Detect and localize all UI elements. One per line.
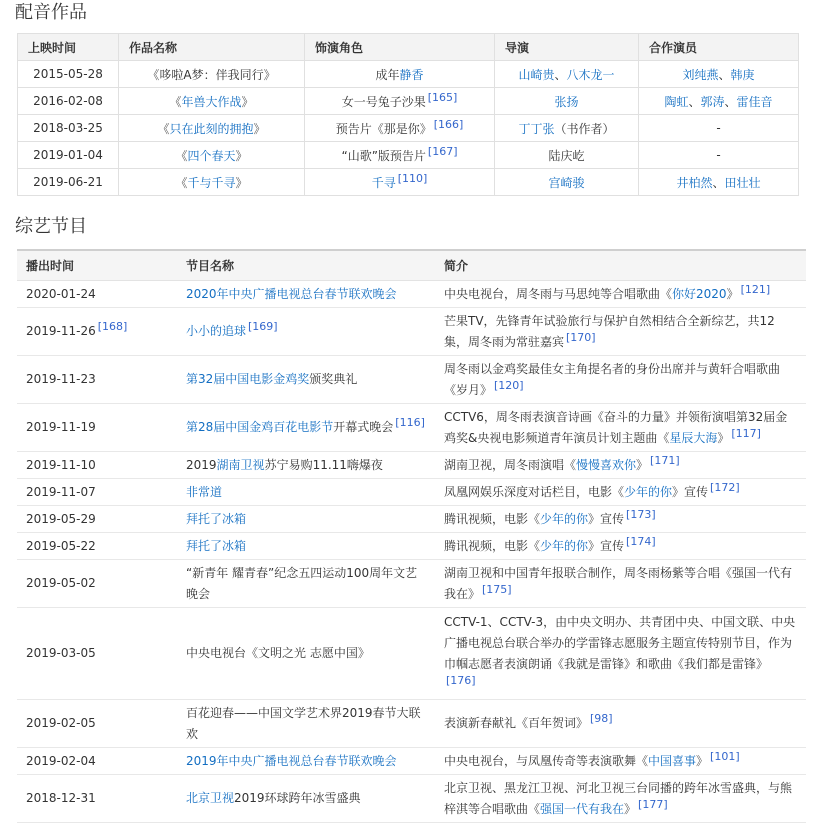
text: 》 bbox=[717, 430, 730, 445]
citation-link[interactable]: [172] bbox=[710, 480, 740, 494]
text: 》宣传 bbox=[588, 538, 625, 553]
text: 2019-02-04 bbox=[26, 753, 96, 768]
air-date-cell bbox=[17, 506, 177, 533]
citation-link[interactable]: [120] bbox=[494, 378, 524, 392]
text: 湖南卫视，周冬雨演唱《 bbox=[444, 457, 577, 472]
release-date-cell: 2016-02-08 bbox=[18, 88, 119, 115]
description-cell bbox=[435, 404, 806, 452]
release-date-cell: 2019-01-04 bbox=[18, 142, 119, 169]
text: 》 bbox=[241, 94, 254, 109]
wiki-link[interactable]: 只在此刻的拥抱 bbox=[169, 121, 254, 136]
text: 》 bbox=[235, 148, 248, 163]
table-row bbox=[17, 608, 806, 700]
costars-cell bbox=[639, 61, 799, 88]
text: 2018-12-31 bbox=[26, 791, 96, 805]
program-name-cell bbox=[177, 560, 435, 608]
text: 颁奖典礼 bbox=[309, 372, 358, 386]
section-title-dubbing: 配音作品 bbox=[15, 2, 87, 23]
text: 中央电视台，周冬雨与马思纯等合唱歌曲《 bbox=[444, 286, 673, 301]
air-date-cell bbox=[17, 560, 177, 608]
wiki-link[interactable]: 雷佳音 bbox=[736, 94, 773, 109]
citation-link[interactable]: [177] bbox=[638, 797, 668, 811]
table-row bbox=[17, 452, 806, 479]
description-cell bbox=[435, 533, 806, 560]
col-header-release-date: 上映时间 bbox=[18, 34, 119, 61]
text: 表演新春献礼《百年贺词》 bbox=[444, 716, 589, 730]
text: 成年 bbox=[375, 67, 400, 82]
director-cell bbox=[495, 169, 639, 196]
text: 女一号兔子沙果 bbox=[341, 94, 426, 109]
table-row bbox=[18, 115, 799, 142]
text: 》宣传 bbox=[588, 511, 625, 526]
air-date-cell bbox=[17, 479, 177, 506]
table-row bbox=[17, 775, 806, 823]
text: 2019-05-02 bbox=[26, 576, 96, 590]
wiki-link[interactable]: 韩庚 bbox=[730, 67, 755, 82]
air-date-cell bbox=[17, 308, 177, 356]
text: 《 bbox=[175, 175, 188, 190]
wiki-link[interactable]: 2020年中央广播电视总台春节联欢晚会 bbox=[186, 286, 397, 301]
citation-link[interactable]: [166] bbox=[433, 117, 464, 131]
air-date-cell bbox=[17, 533, 177, 560]
wiki-link[interactable]: 强国一代有我在 bbox=[540, 801, 625, 816]
citation-link[interactable]: [117] bbox=[731, 426, 761, 440]
text: 》 bbox=[624, 801, 637, 816]
program-name-cell bbox=[177, 281, 435, 308]
citation-link[interactable]: [176] bbox=[446, 673, 476, 687]
col-header-role: 饰演角色 bbox=[305, 34, 495, 61]
program-name-cell bbox=[177, 356, 435, 404]
section-title-variety: 综艺节目 bbox=[15, 216, 87, 237]
wiki-link[interactable]: 2019年中央广播电视总台春节联欢晚会 bbox=[186, 753, 397, 768]
wiki-link[interactable]: 少年的你 bbox=[540, 538, 589, 553]
citation-link[interactable]: [165] bbox=[427, 90, 458, 104]
text: - bbox=[716, 121, 721, 135]
wiki-link[interactable]: 郭涛 bbox=[700, 94, 725, 109]
text: （书作者） bbox=[554, 121, 615, 136]
text: 2019-11-07 bbox=[26, 484, 96, 499]
table-row bbox=[17, 308, 806, 356]
wiki-link[interactable]: 田壮壮 bbox=[724, 175, 761, 190]
col-header-costars: 合作演员 bbox=[639, 34, 799, 61]
text: 开幕式晚会 bbox=[333, 420, 394, 434]
description-cell bbox=[435, 608, 806, 700]
wiki-link[interactable]: 慢慢喜欢你 bbox=[576, 457, 637, 472]
wiki-link[interactable]: 小小的追球 bbox=[186, 324, 247, 338]
table-row bbox=[18, 142, 799, 169]
table-row bbox=[17, 479, 806, 506]
text: 、 bbox=[554, 67, 567, 82]
director-cell bbox=[495, 88, 639, 115]
citation-link[interactable]: [98] bbox=[590, 712, 613, 725]
text: 北京卫视、黑龙江卫视、河北卫视三台同播的跨年冰雪盛典，与熊梓淇等合唱歌曲《 bbox=[444, 780, 793, 816]
text: 中央电视台，与凤凰传奇等表演歌舞《 bbox=[444, 753, 649, 768]
description-cell bbox=[435, 452, 806, 479]
wiki-link[interactable]: 静香 bbox=[399, 67, 424, 82]
text: 腾讯视频，电影《 bbox=[444, 538, 541, 553]
wiki-link[interactable]: 张扬 bbox=[554, 94, 579, 109]
wiki-link[interactable]: 刘纯燕 bbox=[682, 67, 719, 82]
text: 《 bbox=[175, 148, 188, 163]
air-date-cell bbox=[17, 700, 177, 748]
description-cell bbox=[435, 308, 806, 356]
text: 》 bbox=[696, 753, 709, 768]
text: 、 bbox=[718, 67, 731, 82]
release-date-cell: 2019-06-21 bbox=[18, 169, 119, 196]
dubbing-table bbox=[17, 33, 799, 196]
text: 2019 bbox=[186, 457, 217, 472]
text: 凤凰网娱乐深度对话栏目，电影《 bbox=[444, 484, 625, 499]
wiki-link[interactable]: 拜托了冰箱 bbox=[186, 511, 247, 526]
program-name-cell bbox=[177, 748, 435, 775]
costars-cell bbox=[639, 88, 799, 115]
text: 2019-11-10 bbox=[26, 457, 96, 472]
citation-link[interactable]: [175] bbox=[482, 582, 512, 596]
air-date-cell bbox=[17, 452, 177, 479]
text: CCTV6，周冬雨表演音诗画《奋斗的力量》并领衔演唱第32届金鸡奖&央视电影频道青年演员计划主题曲《 bbox=[444, 409, 788, 445]
description-cell bbox=[435, 281, 806, 308]
text: 2019-05-29 bbox=[26, 511, 96, 526]
director-cell bbox=[495, 115, 639, 142]
costars-cell bbox=[639, 169, 799, 196]
wiki-link[interactable]: 陶虹 bbox=[664, 94, 689, 109]
text: 百花迎春——中国文学艺术界2019春节大联欢 bbox=[186, 705, 421, 741]
role-cell bbox=[305, 115, 495, 142]
col-header-air-date: 播出时间 bbox=[17, 250, 177, 281]
text: 》 bbox=[263, 67, 276, 82]
text: 》宣传 bbox=[672, 484, 709, 499]
wiki-link[interactable]: 湖南卫视 bbox=[216, 457, 265, 472]
role-cell bbox=[305, 88, 495, 115]
citation-link[interactable]: [116] bbox=[395, 416, 425, 429]
text: 2019-05-22 bbox=[26, 538, 96, 553]
citation-link[interactable]: [110] bbox=[397, 171, 428, 185]
citation-link[interactable]: [170] bbox=[566, 330, 596, 344]
table-row bbox=[17, 281, 806, 308]
role-cell bbox=[305, 142, 495, 169]
costars-cell bbox=[639, 142, 799, 169]
text: 》 bbox=[726, 286, 739, 301]
program-name-cell bbox=[177, 700, 435, 748]
work-title-cell bbox=[119, 88, 305, 115]
wiki-link[interactable]: 少年的你 bbox=[624, 484, 673, 499]
text: 预告片《那是你》 bbox=[335, 121, 432, 136]
text: 湖南卫视和中国青年报联合制作，周冬雨杨紫等合唱《强国一代有我在》 bbox=[444, 565, 793, 601]
col-header-program-name: 节目名称 bbox=[177, 250, 435, 281]
air-date-cell bbox=[17, 404, 177, 452]
wiki-link[interactable]: 丁丁张 bbox=[518, 121, 555, 136]
release-date-cell: 2015-05-28 bbox=[18, 61, 119, 88]
program-name-cell bbox=[177, 308, 435, 356]
description-cell bbox=[435, 748, 806, 775]
table-row bbox=[17, 748, 806, 775]
citation-link[interactable]: [169] bbox=[248, 320, 278, 333]
role-cell bbox=[305, 61, 495, 88]
citation-link[interactable]: [171] bbox=[650, 453, 680, 467]
text: 》 bbox=[235, 175, 248, 190]
description-cell bbox=[435, 356, 806, 404]
director-cell bbox=[495, 61, 639, 88]
wiki-link[interactable]: 四个春天 bbox=[187, 148, 236, 163]
text: 陆庆屹 bbox=[548, 148, 585, 163]
description-cell bbox=[435, 775, 806, 823]
text: 2019-11-23 bbox=[26, 372, 96, 386]
wiki-link[interactable]: 井柏然 bbox=[676, 175, 713, 190]
wiki-link[interactable]: 第28届中国金鸡百花电影节 bbox=[186, 420, 334, 434]
text: 2019环球跨年冰雪盛典 bbox=[234, 791, 361, 805]
air-date-cell bbox=[17, 748, 177, 775]
variety-table bbox=[17, 249, 806, 823]
work-title-cell bbox=[119, 169, 305, 196]
citation-link[interactable]: [101] bbox=[710, 749, 740, 763]
wiki-link[interactable]: 北京卫视 bbox=[186, 791, 235, 805]
program-name-cell bbox=[177, 452, 435, 479]
work-title-cell bbox=[119, 61, 305, 88]
program-name-cell bbox=[177, 404, 435, 452]
description-cell bbox=[435, 479, 806, 506]
text: 2019-02-05 bbox=[26, 716, 96, 730]
table-row bbox=[17, 560, 806, 608]
program-name-cell bbox=[177, 608, 435, 700]
program-name-cell bbox=[177, 479, 435, 506]
description-cell bbox=[435, 700, 806, 748]
table-row bbox=[17, 700, 806, 748]
text: 、 bbox=[688, 94, 701, 109]
dubbing-header-row bbox=[18, 34, 799, 61]
text: 2020-01-24 bbox=[26, 286, 96, 301]
text: 《 bbox=[169, 94, 182, 109]
text: 《 bbox=[157, 121, 170, 136]
air-date-cell bbox=[17, 775, 177, 823]
text: 苏宁易购11.11嗨爆夜 bbox=[264, 457, 383, 472]
wiki-link[interactable]: 星辰大海 bbox=[669, 430, 718, 445]
wiki-link[interactable]: 八木龙一 bbox=[566, 67, 615, 82]
role-cell bbox=[305, 169, 495, 196]
text: 哆啦A梦：伴我同行 bbox=[159, 67, 264, 82]
text: 芒果TV，先锋青年试验旅行与保护自然相结合全新综艺，共12集，周冬雨为常驻嘉宾 bbox=[444, 313, 775, 349]
table-row bbox=[17, 506, 806, 533]
wiki-link[interactable]: 年兽大作战 bbox=[181, 94, 242, 109]
text: 、 bbox=[724, 94, 737, 109]
text: - bbox=[716, 148, 721, 162]
description-cell bbox=[435, 506, 806, 533]
wiki-link[interactable]: 中国喜事 bbox=[648, 753, 697, 768]
wiki-link[interactable]: 第32届中国电影金鸡奖 bbox=[186, 372, 310, 386]
col-header-description: 简介 bbox=[435, 250, 806, 281]
table-row bbox=[17, 356, 806, 404]
release-date-cell: 2018-03-25 bbox=[18, 115, 119, 142]
col-header-work-title: 作品名称 bbox=[119, 34, 305, 61]
costars-cell bbox=[639, 115, 799, 142]
wiki-link[interactable]: 千与千寻 bbox=[187, 175, 236, 190]
air-date-cell bbox=[17, 281, 177, 308]
citation-link[interactable]: [167] bbox=[427, 144, 458, 158]
text: 2019-11-19 bbox=[26, 420, 96, 434]
text: 腾讯视频，电影《 bbox=[444, 511, 541, 526]
text: “新青年 耀青春”纪念五四运动100周年文艺晚会 bbox=[186, 565, 418, 601]
citation-link[interactable]: [121] bbox=[740, 282, 771, 296]
text: CCTV-1、CCTV-3，由中央文明办、共青团中央、中国文联、中央广播电视总台联合举办的学雷锋志愿服务主题宣传特别节目，作为巾帼志愿者表演朗诵《我就是雷锋》和歌曲《我们都是雷锋》 bbox=[444, 614, 796, 671]
wiki-link[interactable]: 宫崎骏 bbox=[548, 175, 585, 190]
text: 》 bbox=[636, 457, 649, 472]
text: 《 bbox=[147, 67, 160, 82]
wiki-link[interactable]: 非常道 bbox=[186, 484, 223, 499]
text: 2019-03-05 bbox=[26, 646, 96, 660]
citation-link[interactable]: [173] bbox=[626, 507, 656, 521]
work-title-cell bbox=[119, 115, 305, 142]
text: “山歌”版预告片 bbox=[341, 148, 426, 163]
wiki-link[interactable]: 拜托了冰箱 bbox=[186, 538, 247, 553]
col-header-director: 导演 bbox=[495, 34, 639, 61]
air-date-cell bbox=[17, 356, 177, 404]
variety-header-row bbox=[17, 250, 806, 281]
table-row bbox=[18, 88, 799, 115]
description-cell bbox=[435, 560, 806, 608]
table-row bbox=[17, 404, 806, 452]
wiki-link[interactable]: 少年的你 bbox=[540, 511, 589, 526]
text: 中央电视台《文明之光 志愿中国》 bbox=[186, 646, 370, 660]
director-cell bbox=[495, 142, 639, 169]
table-row bbox=[17, 533, 806, 560]
program-name-cell bbox=[177, 775, 435, 823]
wiki-link[interactable]: 你好2020 bbox=[672, 286, 727, 301]
table-row bbox=[18, 169, 799, 196]
air-date-cell bbox=[17, 608, 177, 700]
text: 2019-11-26 bbox=[26, 324, 96, 338]
text: 、 bbox=[712, 175, 725, 190]
text: 》 bbox=[253, 121, 266, 136]
wiki-link[interactable]: 山崎贵 bbox=[518, 67, 555, 82]
program-name-cell bbox=[177, 506, 435, 533]
citation-link[interactable]: [168] bbox=[97, 320, 128, 333]
table-row bbox=[18, 61, 799, 88]
citation-link[interactable]: [174] bbox=[626, 534, 656, 548]
program-name-cell bbox=[177, 533, 435, 560]
text: 周冬雨以金鸡奖最佳女主角提名者的身份出席并与黄轩合唱歌曲《岁月》 bbox=[444, 361, 781, 397]
work-title-cell bbox=[119, 142, 305, 169]
wiki-link[interactable]: 千寻 bbox=[371, 175, 396, 190]
